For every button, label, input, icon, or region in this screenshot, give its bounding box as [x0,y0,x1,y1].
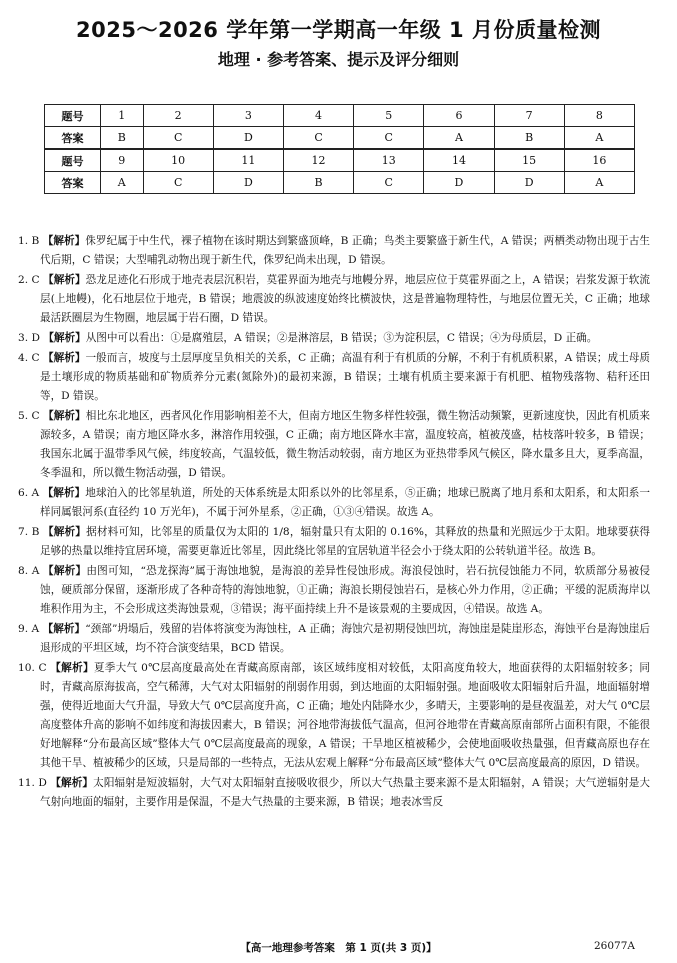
table-row [45,127,635,150]
answer-cell: C [354,127,424,150]
item-head: 3. D [18,332,40,344]
question-number: 16 [564,149,634,172]
analysis-tag: 【解析】 [43,332,86,344]
question-number: 12 [283,149,353,172]
answer-cell: B [101,127,144,150]
document-code: 26077A [594,940,635,952]
item-text: 夏季大气 0℃层高度最高处在青藏高原南部，该区域纬度相对较低，太阳高度角较大，地面获得的太阳辐射较多；同时，青藏高原海拔高，空气稀薄，大气对太阳辐射的削弱作用弱，到达地面的太阳辐射强。地面吸收太阳辐射后升温，地面辐射增强，使得近地面大气升温，导致大气 0℃层高度升高，C 正确；地处内陆降水少，多晴天，主要影响的是昼夜温差，对大气 0℃层高度整体升高的影响不如纬度和海拔因素大，B 错误；河谷地带海拔低气温高，但河谷地带在青藏高原南部所占面积有限，不能很好地解释“分布最高区域”整体大气 0℃层高度最高的现象，A 错误；干旱地区植被稀少，会使地面吸收热量强，但青藏高原也存在其他干旱、植被稀少的区域，只是局部的一些特点，无法从宏观上解释“分布最高区域”整体大气 0℃层高度最高的原因，D 错误。 [40,662,650,769]
question-number: 8 [564,105,634,127]
answer-cell: C [354,172,424,194]
answer-cell: A [424,127,494,150]
item-head: 4. C [18,352,40,364]
question-number: 1 [101,105,144,127]
question-number: 5 [354,105,424,127]
question-number: 6 [424,105,494,127]
explanation-item [18,562,650,619]
question-number: 3 [213,105,283,127]
item-head: 8. A [18,565,40,577]
item-text: 太阳辐射是短波辐射，大气对太阳辐射直接吸收很少，所以大气热量主要来源不是太阳辐射，A 错误；大气逆辐射是大气射向地面的辐射，主要作用是保温，不是大气热量的主要来源，B 错误；地表冰雪反 [40,777,650,808]
analysis-tag: 【解析】 [50,662,94,674]
answer-cell: B [283,172,353,194]
answer-cell: D [494,172,564,194]
item-head: 6. A [18,487,40,499]
item-head: 10. C [18,662,47,674]
analysis-tag: 【解析】 [50,777,94,789]
answer-table [44,104,635,194]
analysis-tag: 【解析】 [42,526,87,538]
explanation-item [18,349,650,406]
page-footer: 【高一地理参考答案 第 1 页(共 3 页)】 [240,942,437,954]
question-number: 13 [354,149,424,172]
answer-cell: A [564,172,634,194]
question-number: 14 [424,149,494,172]
question-number: 9 [101,149,144,172]
answer-cell: D [213,127,283,150]
item-text: 一般而言，坡度与土层厚度呈负相关的关系，C 正确；高温有利于有机质的分解，不利于有机质积累，A 错误；成土母质是土壤形成的物质基础和矿物质养分元素(氮除外)的最初来源，B 错误；土壤有机质主要来源于有机肥、植物残落物、秸秆还田等，D 错误。 [40,352,650,402]
answer-cell: C [143,172,213,194]
row-label-answer: 答案 [45,172,101,194]
question-number: 11 [213,149,283,172]
item-head: 11. D [18,777,47,789]
explanation-item [18,232,650,270]
page-title: 2025～2026 学年第一学期高一年级 1 月份质量检测 [76,18,601,42]
explanation-item [18,523,650,561]
analysis-tag: 【解析】 [42,565,87,577]
analysis-tag: 【解析】 [42,235,86,247]
question-number: 15 [494,149,564,172]
question-number: 2 [143,105,213,127]
item-text: 由图可知，“恐龙探海”属于海蚀地貌，是海浪的差异性侵蚀形成。海浪侵蚀时，岩石抗侵蚀能力不同，软质部分易被侵蚀，硬质部分保留，逐渐形成了各种奇特的海蚀地貌，①正确；海浪长期侵蚀岩石，是核心外力作用，②正确；平缓的泥质海岸以堆积作用为主，不会形成这类海蚀景观，③错误；海平面持续上升不是该景观的主要成因，④错误。故选 A。 [40,565,650,615]
answer-cell: D [424,172,494,194]
page-subtitle: 地理 · 参考答案、提示及评分细则 [217,50,460,69]
item-text: 据材料可知，比邻星的质量仅为太阳的 1/8，辐射量只有太阳的 0.16%，其释放的热量和光照远少于太阳。地球要获得足够的热量以维持宜居环境，需要更靠近比邻星，因此绕比邻星的宜居轨道半径会小于绕太阳的公转轨道半径。故选 B。 [40,526,651,557]
item-text: 地球泊入的比邻星轨道，所处的天体系统是太阳系以外的比邻星系，⑤正确；地球已脱离了地月系和太阳系，和太阳系一样同属银河系(直径约 10 万光年)，不属于河外星系，②正确，①③④错误。故选 A。 [40,487,651,518]
item-head: 9. A [18,623,40,635]
item-text: 从图中可以看出：①是腐殖层，A 错误；②是淋溶层，B 错误；③为淀积层，C 错误；④为母质层，D 正确。 [85,332,598,344]
item-text: 相比东北地区，西者风化作用影响相差不大，但南方地区生物多样性较强，微生物活动频繁，更新速度快，因此有机质来源较多，A 错误；南方地区降水多，淋溶作用较强，C 正确；南方地区降水丰富，温度较高，植被茂盛，枯枝落叶较多，B 错误；我国东北属于温带季风气候，纬度较高，气温较低，微生物活动较弱，南方地区为亚热带季风气候区，降水量多且大，夏季高温，冬季温和，所以微生物活动强，D 错误。 [40,410,651,479]
explanation-item [18,774,650,812]
analysis-tag: 【解析】 [42,623,86,635]
answer-cell: A [101,172,144,194]
item-text: 侏罗纪属于中生代，裸子植物在该时期达到繁盛顶峰，B 正确；鸟类主要繁盛于新生代，A 错误；两栖类动物出现于古生代后期，C 错误；大型哺乳动物出现于新生代，侏罗纪尚未出现，D 错误。 [40,235,651,266]
row-label-answer: 答案 [45,127,101,150]
answer-cell: D [213,172,283,194]
question-number: 7 [494,105,564,127]
analysis-tag: 【解析】 [43,274,86,286]
explanation-item [18,659,650,773]
answer-cell: B [494,127,564,150]
row-label-number: 题号 [45,149,101,172]
answer-cell: A [564,127,634,150]
answer-cell: C [283,127,353,150]
item-head: 7. B [18,526,40,538]
item-head: 2. C [18,274,40,286]
explanation-item [18,329,650,348]
question-number: 4 [283,105,353,127]
explanation-item [18,271,650,328]
item-text: 恐龙足迹化石形成于地壳表层沉积岩，莫霍界面为地壳与地幔分界，地层应位于莫霍界面之上，A 错误；岩浆发源于软流层(上地幔)，化石地层位于地壳，B 错误；地震波的纵波速度始终比横波快，这是普遍物理特性，与地层位置无关，C 正确；地球最活跃圈层为生物圈，地层属于岩石圈，D 错误。 [40,274,651,324]
item-head: 5. C [18,410,40,422]
item-text: “颈部”坍塌后，残留的岩体将演变为海蚀柱，A 正确；海蚀穴是初期侵蚀凹坑，海蚀崖是陡崖形态，海蚀平台是海蚀崖后退形成的平坦区域，均不符合演变结果，BCD 错误。 [40,623,650,654]
row-label-number: 题号 [45,105,101,127]
explanation-item [18,407,650,483]
question-number: 10 [143,149,213,172]
table-row [45,172,635,194]
table-row [45,105,635,127]
explanation-item [18,620,650,658]
table-row [45,149,635,172]
explanation-item [18,484,650,522]
answer-cell: C [143,127,213,150]
analysis-tag: 【解析】 [43,352,86,364]
analysis-tag: 【解析】 [43,410,86,422]
analysis-tag: 【解析】 [42,487,86,499]
item-head: 1. B [18,235,40,247]
explanations [18,232,650,813]
